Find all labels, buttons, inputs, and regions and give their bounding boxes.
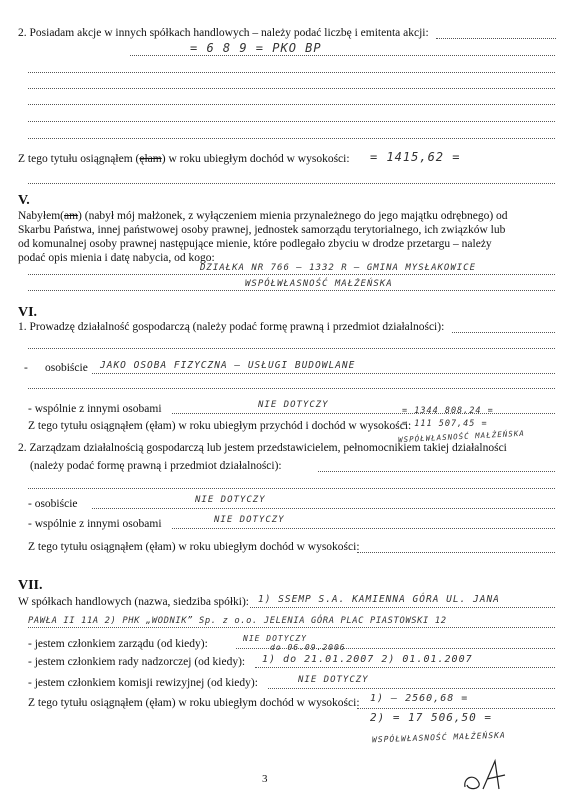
- rada-label: - jestem członkiem rady nadzorczej (od kiedy):: [28, 656, 246, 668]
- dotted-line: [172, 528, 555, 529]
- handwritten-vii-1: 1) SSEMP S.A. KAMIENNA GÓRA UL. JANA: [258, 594, 500, 605]
- handwritten-osobiscie-2: NIE DOTYCZY: [195, 495, 266, 505]
- handwritten-rada: 1) do 21.01.2007 2) 01.01.2007: [262, 654, 473, 665]
- section-vii-l1: W spółkach handlowych (nazwa, siedziba spółki):: [18, 596, 249, 608]
- section-v-line4: podać opis mienia i datę nabycia, od kogo:: [18, 252, 215, 264]
- dash: -: [24, 362, 28, 374]
- shares-question: 2. Posiadam akcje w innych spółkach handlowych – należy podać liczbę i emitenta akcji:: [18, 27, 429, 39]
- handwritten-komisja: NIE DOTYCZY: [298, 675, 369, 685]
- handwritten-wspolnie-2: NIE DOTYCZY: [214, 515, 285, 525]
- dotted-line: [92, 508, 555, 509]
- dotted-line: [28, 348, 555, 349]
- wspolnie-label-2: - wspólnie z innymi osobami: [28, 518, 162, 530]
- handwritten-vii-amt1: 1) – 2560,68 =: [370, 693, 469, 704]
- osobiscie-label: osobiście: [45, 362, 88, 374]
- dotted-line: [357, 552, 555, 553]
- dotted-line: [92, 373, 555, 374]
- handwritten-przychod: = 1344 808,24 =: [402, 406, 494, 416]
- komisja-label: - jestem członkiem komisji rewizyjnej (od kiedy):: [28, 677, 258, 689]
- handwritten-wspolnie: NIE DOTYCZY: [258, 400, 329, 410]
- signature-initials: [455, 755, 515, 795]
- handwritten-shares: = 6 8 9 = PKO BP: [190, 41, 322, 55]
- dotted-line: [28, 104, 555, 105]
- income-vi-1: Z tego tytułu osiągnąłem (ęłam) w roku ubiegłym przychód i dochód w wysokości:: [28, 420, 412, 432]
- handwritten-wspolwlasnosc-vii: WSPÓŁWŁASNOŚĆ MAŁŻEŃSKA: [371, 730, 506, 745]
- dotted-line: [28, 121, 555, 122]
- handwritten-rada-top: do 06.09.2006: [270, 643, 346, 652]
- dotted-line: [357, 708, 555, 709]
- section-vi-q1: 1. Prowadzę działalność gospodarczą (należy podać formę prawną i przedmiot działalności):: [18, 321, 445, 333]
- section-v-heading: V.: [18, 193, 30, 208]
- osobiscie-label-2: - osobiście: [28, 498, 78, 510]
- dotted-line: [28, 88, 555, 89]
- zarzad-label: - jestem członkiem zarządu (od kiedy):: [28, 638, 208, 650]
- handwritten-vii-amt2: 2) = 17 506,50 =: [370, 711, 492, 724]
- handwritten-wspolwlasnosc-vi: WSPÓŁWŁASNOŚĆ MAŁŻEŃSKA: [397, 428, 525, 445]
- dotted-line: [28, 290, 555, 291]
- handwritten-vii-2: PAWŁA II 11A 2) PHK „WODNIK” Sp. z o.o. JELENIA GÓRA PLAC PIASTOWSKI 12: [28, 616, 447, 626]
- dotted-line: [130, 55, 555, 56]
- dotted-line: [172, 413, 555, 414]
- handwritten-income-shares: = 1415,62 =: [370, 150, 461, 164]
- wspolnie-label: - wspólnie z innymi osobami: [28, 403, 162, 415]
- dotted-line: [28, 138, 555, 139]
- dotted-line: [28, 627, 555, 628]
- handwritten-dochod: = 111 507,45 =: [402, 419, 488, 429]
- dotted-line: [250, 607, 555, 608]
- section-v-line1: Nabyłem(am) (nabył mój małżonek, z wyłączeniem mienia przynależnego do jego majątku odrębnego) od: [18, 210, 508, 222]
- page-number: 3: [262, 773, 268, 785]
- dotted-line: [268, 688, 555, 689]
- dotted-line: [28, 488, 555, 489]
- handwritten-v-2: WSPÓŁWŁASNOŚĆ MAŁŻEŃSKA: [245, 279, 393, 289]
- handwritten-osobiscie: JAKO OSOBA FIZYCZNA – USŁUGI BUDOWLANE: [100, 360, 356, 371]
- dotted-line: [318, 471, 555, 472]
- dotted-line: [255, 667, 555, 668]
- handwritten-zarzad: NIE DOTYCZY: [243, 634, 307, 643]
- dotted-line: [28, 274, 555, 275]
- section-v-line3: od komunalnej osoby prawnej następujące mienie, które podlegało zbyciu w drodze przetargu – należy: [18, 238, 492, 250]
- dotted-line: [28, 183, 555, 184]
- dotted-line: [28, 388, 555, 389]
- income-shares: Z tego tytułu osiągnąłem (ęłam) w roku ubiegłym dochód w wysokości:: [18, 153, 350, 165]
- income-vii: Z tego tytułu osiągnąłem (ęłam) w roku ubiegłym dochód w wysokości:: [28, 697, 360, 709]
- section-v-line2: Skarbu Państwa, innej państwowej osoby prawnej, jednostek samorządu terytorialnego, ich związków lub: [18, 224, 506, 236]
- section-vi-q2a: 2. Zarządzam działalnością gospodarczą lub jestem przedstawicielem, pełnomocnikiem takiej działalności: [18, 442, 507, 454]
- dotted-line: [452, 332, 555, 333]
- section-vi-heading: VI.: [18, 305, 38, 320]
- handwritten-v-1: DZIAŁKA NR 766 – 1332 R – GMINA MYSŁAKOWICE: [200, 263, 476, 273]
- income-vi-2: Z tego tytułu osiągnąłem (ęłam) w roku ubiegłym dochód w wysokości:: [28, 541, 360, 553]
- dotted-line: [28, 72, 555, 73]
- section-vi-q2b: (należy podać formę prawną i przedmiot działalności):: [30, 460, 282, 472]
- section-vii-heading: VII.: [18, 578, 43, 593]
- dotted-line: [436, 38, 556, 39]
